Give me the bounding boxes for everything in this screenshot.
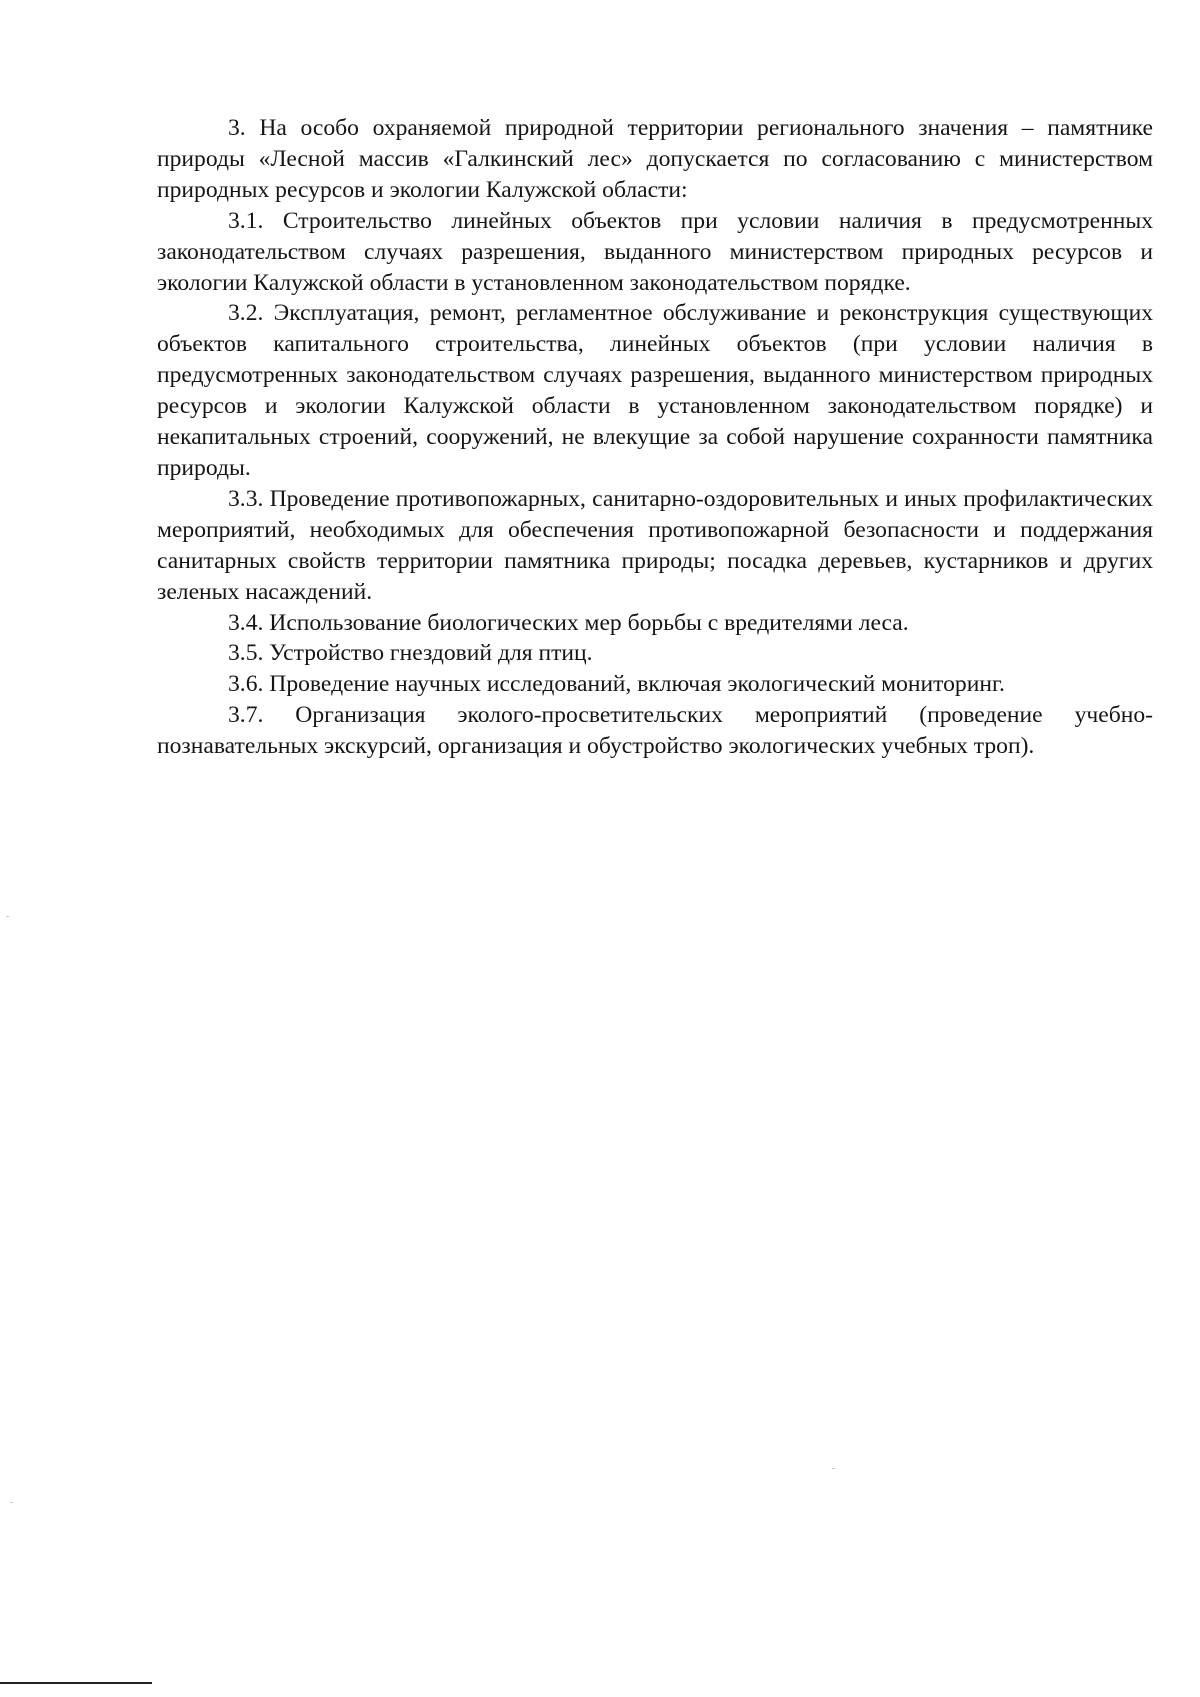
scan-edge-line — [0, 1682, 152, 1684]
document-body — [157, 113, 1153, 762]
scan-speck — [6, 916, 9, 917]
paragraph-3-6: 3.6. Проведение научных исследований, включая экологический мониторинг. — [228, 671, 1005, 698]
paragraph-3-2: 3.2. Эксплуатация, ремонт, регламентное обслуживание и реконструкция существующих объектов капитального строительства, линейных объектов (при условии наличия в предусмотренных законодательством случаях разрешения, выданного министерством природных ресурсов и экологии Калужской области в установленном законодательством порядке) и некапитальных строений, сооружений, не влекущие за собой нарушение сохранности памятника природы. — [157, 300, 1153, 481]
paragraph-3-1: 3.1. Строительство линейных объектов при условии наличия в предусмотренных законодательством случаях разрешения, выданного министерством природных ресурсов и экологии Калужской области в установленном законодательством порядке. — [157, 207, 1153, 296]
scan-speck — [832, 1468, 835, 1469]
paragraph-3-5: 3.5. Устройство гнездовий для птиц. — [228, 640, 593, 667]
paragraph-3-3: 3.3. Проведение противопожарных, санитарно-оздоровительных и иных профилактических мероприятий, необходимых для обеспечения противопожарной безопасности и поддержания санитарных свойств территории памятника природы; посадка деревьев, кустарников и других зеленых насаждений. — [157, 485, 1153, 605]
scan-speck — [10, 1502, 13, 1503]
paragraph-3-7: 3.7. Организация эколого-просветительских мероприятий (проведение учебно-познавательных экскурсий, организация и обустройство экологических учебных троп). — [157, 702, 1153, 760]
paragraph-3-4: 3.4. Использование биологических мер борьбы с вредителями леса. — [228, 609, 909, 636]
paragraph-3: 3. На особо охраняемой природной территории регионального значения – памятнике природы «Лесной массив «Галкинский лес» допускается по согласованию с министерством природных ресурсов и экологии Калужской области: — [157, 115, 1153, 203]
